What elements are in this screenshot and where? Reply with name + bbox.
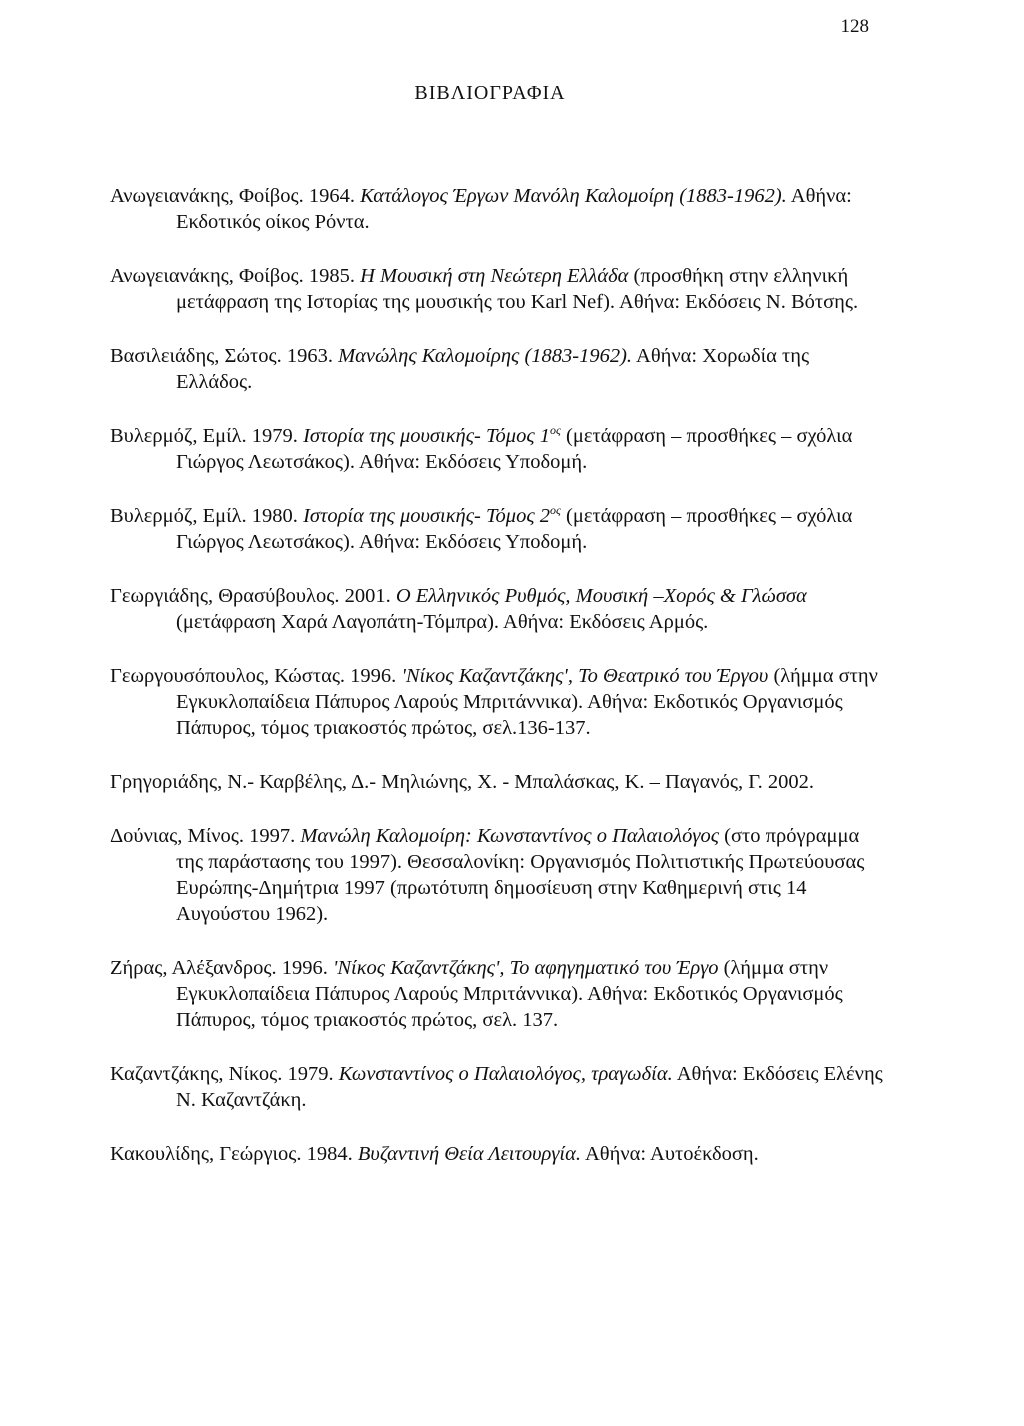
entry-title-text: Ιστορία της μουσικής- Τόμος 1	[303, 424, 551, 447]
entry-details: Αθήνα: Χορωδία της Ελλάδος.	[176, 344, 810, 393]
entry-title: Μανώλης Καλομοίρης (1883-1962).	[338, 344, 633, 367]
entry-title	[303, 502, 561, 527]
entry-author: Ανωγειανάκης, Φοίβος. 1985.	[110, 264, 361, 287]
entry-title-superscript: ος	[550, 502, 561, 517]
entry-title: Μανώλη Καλομοίρη: Κωνσταντίνος ο Παλαιολόγος	[300, 824, 720, 847]
entry-details: (προσθήκη στην ελληνική μετάφραση της Ιστορίας της μουσικής του Karl Nef). Αθήνα: Εκδόσεις Ν. Βότσης.	[176, 264, 859, 313]
entry-details: (λήμμα στην Εγκυκλοπαίδεια Πάπυρος Λαρούς Μπριτάννικα). Αθήνα: Εκδοτικός Οργανισμός Πάπυρος, τόμος τριακοστός πρώτος, σελ.136-137.	[176, 664, 878, 739]
entry-title: Βυζαντινή Θεία Λειτουργία.	[357, 1142, 581, 1165]
bibliography-entry	[110, 1061, 890, 1113]
entry-title-superscript: ος	[550, 422, 561, 437]
page-title: ΒΙΒΛΙΟΓΡΑΦΙΑ	[414, 82, 566, 104]
entry-author: Γεωργιάδης, Θρασύβουλος. 2001.	[110, 584, 396, 607]
entry-details: (λήμμα στην Εγκυκλοπαίδεια Πάπυρος Λαρούς Μπριτάννικα). Αθήνα: Εκδοτικός Οργανισμός Πάπυρος, τόμος τριακοστός πρώτος, σελ. 137.	[176, 956, 843, 1031]
bibliography-entry	[110, 823, 890, 927]
entry-author: Γεωργουσόπουλος, Κώστας. 1996.	[110, 664, 402, 687]
bibliography-entry	[110, 1141, 890, 1167]
entry-author: Δούνιας, Μίνος. 1997.	[110, 824, 301, 847]
entry-author: Βυλερμόζ, Εμίλ. 1980.	[110, 504, 304, 527]
entry-author: Ζήρας, Αλέξανδρος. 1996.	[110, 956, 333, 979]
bibliography-entry	[110, 343, 890, 395]
entry-title: 'Νίκος Καζαντζάκης', Το Θεατρικό του Έργου	[401, 664, 769, 687]
entry-author: Βυλερμόζ, Εμίλ. 1979.	[110, 424, 304, 447]
entry-author: Κακουλίδης, Γεώργιος. 1984.	[110, 1142, 358, 1165]
bibliography-entry	[110, 263, 890, 315]
bibliography-entry	[110, 423, 890, 475]
entry-title-text: Ιστορία της μουσικής- Τόμος 2	[303, 504, 551, 527]
bibliography-list	[110, 162, 890, 1195]
bibliography-entry	[110, 663, 890, 741]
bibliography-entry	[110, 503, 890, 555]
page-number: 128	[840, 16, 869, 37]
entry-title: Ο Ελληνικός Ρυθμός, Μουσική –Χορός & Γλώσσα	[395, 584, 807, 607]
bibliography-entry	[110, 183, 890, 235]
entry-details: Αθήνα: Αυτοέκδοση.	[581, 1142, 759, 1165]
entry-title: Κατάλογος Έργων Μανόλη Καλομοίρη (1883-1962).	[360, 184, 787, 207]
entry-title: Η Μουσική στη Νεώτερη Ελλάδα	[360, 264, 629, 287]
entry-title: Κωνσταντίνος ο Παλαιολόγος, τραγωδία.	[338, 1062, 673, 1085]
entry-details: (στο πρόγραμμα της παράστασης του 1997). Θεσσαλονίκη: Οργανισμός Πολιτιστικής Πρωτεύουσας Ευρώπης-Δημήτρια 1997 (πρωτότυπη δημοσίευση στην Καθημερινή στις 14 Αυγούστου 1962).	[176, 824, 865, 925]
bibliography-entry	[110, 769, 890, 795]
entry-author: Γρηγοριάδης, Ν.- Καρβέλης, Δ.- Μηλιώνης, Χ. - Μπαλάσκας, Κ. – Παγανός, Γ. 2002.	[110, 770, 814, 793]
entry-details: (μετάφραση – προσθήκες – σχόλια Γιώργος Λεωτσάκος). Αθήνα: Εκδόσεις Υποδομή.	[176, 504, 853, 553]
bibliography-entry	[110, 955, 890, 1033]
entry-details: (μετάφραση Χαρά Λαγοπάτη-Τόμπρα). Αθήνα: Εκδόσεις Αρμός.	[176, 610, 709, 633]
entry-details: Αθήνα: Εκδόσεις Ελένης Ν. Καζαντζάκη.	[176, 1062, 883, 1111]
entry-author: Καζαντζάκης, Νίκος. 1979.	[110, 1062, 339, 1085]
bibliography-entry	[110, 583, 890, 635]
entry-author: Βασιλειάδης, Σώτος. 1963.	[110, 344, 339, 367]
entry-details: Αθήνα: Εκδοτικός οίκος Ρόντα.	[176, 184, 852, 233]
entry-title: 'Νίκος Καζαντζάκης', Το αφηγηματικό του Έργο	[332, 956, 719, 979]
entry-author: Ανωγειανάκης, Φοίβος. 1964.	[110, 184, 361, 207]
entry-title	[303, 422, 561, 447]
entry-details: (μετάφραση – προσθήκες – σχόλια Γιώργος Λεωτσάκος). Αθήνα: Εκδόσεις Υποδομή.	[176, 424, 853, 473]
